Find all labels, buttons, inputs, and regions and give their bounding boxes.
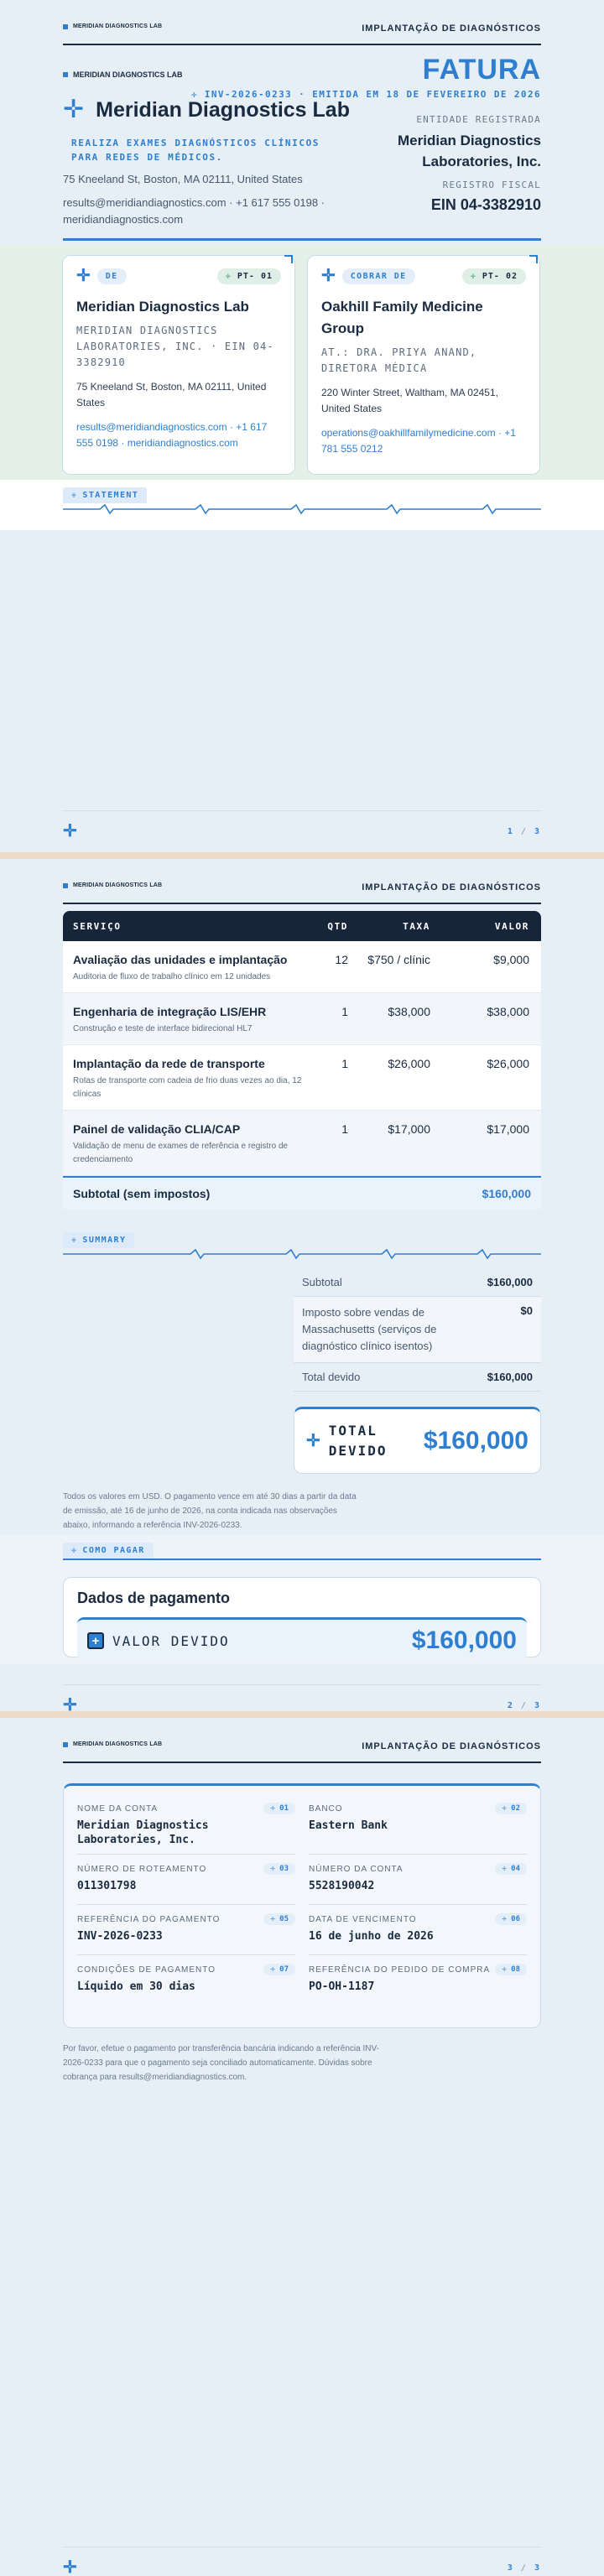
bank-field [309, 1955, 527, 2006]
field-value: PO-OH-1187 [309, 1980, 375, 1993]
square-bullet-icon [63, 72, 68, 77]
total-label: TOTAL DEVIDO [328, 1423, 388, 1459]
col-service: SERVIÇO [73, 920, 122, 932]
row-title: Painel de validação CLIA/CAP [73, 1122, 241, 1136]
running-title: IMPLANTAÇÃO DE DIAGNÓSTICOS [362, 1741, 541, 1751]
how-to-pay-marker [63, 1542, 541, 1560]
brand-small: MERIDIAN DIAGNOSTICS LAB [73, 70, 183, 79]
field-value: 011301798 [77, 1880, 137, 1892]
party-tag-text: PT- 02 [482, 271, 518, 281]
page-total: 3 [534, 2563, 541, 2573]
page-number [508, 2563, 541, 2573]
field-value: Líquido em 30 dias [77, 1980, 195, 1993]
plus-icon: ✛ [63, 2558, 77, 2576]
running-header [63, 1741, 541, 1763]
row-title: Implantação da rede de transporte [73, 1057, 265, 1070]
row-value: $26,000 [487, 1057, 529, 1070]
bank-field [309, 1905, 527, 1955]
page-number [508, 827, 541, 836]
summary-total-row [294, 1363, 541, 1392]
summary-subtotal-label: Subtotal [302, 1276, 342, 1288]
page-1 [0, 0, 604, 852]
page-sep: / [520, 2563, 528, 2573]
page-footer [63, 2547, 541, 2576]
row-rate: $38,000 [388, 1005, 430, 1018]
page-3 [0, 1718, 604, 2576]
company-tagline: REALIZA EXAMES DIAGNÓSTICOS CLÍNICOS PARA REDES DE MÉDICOS. [71, 138, 320, 163]
field-value: 16 de junho de 2026 [309, 1930, 434, 1943]
table-subtotal-row [63, 1176, 541, 1210]
table-row [63, 1045, 541, 1111]
summary-total-value: $160,000 [487, 1371, 533, 1383]
plus-icon: ✛ [71, 491, 78, 500]
summary-tag-text: SUMMARY [82, 1236, 127, 1245]
field-index: ✛ 07 [263, 1964, 295, 1975]
to-pill: COBRAR DE [342, 268, 415, 284]
entity-label: ENTIDADE REGISTRADA [416, 114, 541, 125]
field-label: NÚMERO DE ROTEAMENTO [77, 1864, 207, 1874]
page-2 [0, 859, 604, 1711]
running-brand-text: MERIDIAN DIAGNOSTICS LAB [73, 1741, 163, 1747]
summary-tag [63, 1232, 134, 1248]
row-title: Engenharia de integração LIS/EHR [73, 1005, 267, 1018]
row-rate: $750 / clínic [367, 953, 430, 966]
field-index: ✛ 08 [495, 1964, 527, 1975]
entity-name: Meridian Diagnostics Laboratories, Inc. [398, 133, 541, 169]
field-label: NOME DA CONTA [77, 1803, 159, 1814]
summary-total-label: Total devido [302, 1371, 361, 1383]
row-title: Avaliação das unidades e implantação [73, 953, 288, 966]
row-value: $38,000 [487, 1005, 529, 1018]
to-card [307, 255, 540, 475]
field-index: ✛ 03 [263, 1863, 295, 1875]
plus-box-icon: + [87, 1632, 104, 1649]
col-rate: TAXA [403, 920, 430, 932]
field-index: ✛ 04 [495, 1863, 527, 1875]
row-qty: 1 [341, 1057, 348, 1070]
wire-transfer-note: Por favor, efetue o pagamento por transferência bancária indicando a referência INV-2026-0233 para que o pagamento seja conciliado automaticamente. Dúvidas sobre cobrança para results@meridiandiagnostics.com. [63, 2044, 379, 2082]
amount-due-panel [77, 1617, 527, 1662]
amount-due-value: $160,000 [411, 1626, 517, 1654]
bank-details-card [63, 1783, 541, 2028]
running-title: IMPLANTAÇÃO DE DIAGNÓSTICOS [362, 23, 541, 34]
field-value: INV-2026-0233 [77, 1930, 163, 1943]
summary-tax-row [294, 1297, 541, 1363]
plus-icon: ✛ [63, 96, 85, 123]
amount-due-label: VALOR DEVIDO [112, 1632, 230, 1649]
company-contact: results@meridiandiagnostics.com · +1 617 555 0198 · meridiandiagnostics.com [63, 196, 325, 226]
summary-tax-label: Imposto sobre vendas de Massachusetts (serviços de diagnóstico clínico isentos) [302, 1306, 437, 1352]
table-row [63, 1111, 541, 1176]
section-rule [63, 1559, 541, 1560]
parties-band [0, 245, 604, 480]
row-desc: Construção e teste de interface bidirecional HL7 [73, 1024, 253, 1033]
page-number [508, 1701, 541, 1710]
running-brand-text: MERIDIAN DIAGNOSTICS LAB [73, 882, 163, 888]
summary-subtotal-row [294, 1268, 541, 1297]
services-table [63, 911, 541, 1210]
plus-icon: ✛ [63, 822, 77, 840]
ein: EIN 04-3382910 [430, 196, 541, 213]
col-value: VALOR [494, 920, 529, 932]
field-label: REFERÊNCIA DO PAGAMENTO [77, 1914, 221, 1924]
row-qty: 1 [341, 1005, 348, 1018]
running-brand [63, 23, 162, 29]
squiggle-divider [63, 503, 541, 515]
field-label: NÚMERO DA CONTA [309, 1864, 404, 1874]
page-footer [63, 1684, 541, 1711]
from-contact[interactable]: results@meridiandiagnostics.com · +1 617 555 0198 · meridiandiagnostics.com [76, 421, 268, 449]
field-value: Eastern Bank [309, 1819, 388, 1832]
card-corner-mark [284, 255, 293, 263]
table-row [63, 941, 541, 993]
payment-title: Dados de pagamento [77, 1590, 231, 1606]
plus-icon: ✛ [306, 1432, 320, 1450]
plus-icon: ✛ [76, 267, 91, 285]
running-header [63, 882, 541, 904]
row-rate: $17,000 [388, 1122, 430, 1136]
square-bullet-icon [63, 883, 68, 888]
bank-field [309, 1794, 527, 1855]
plus-icon: ✛ [63, 1696, 77, 1711]
fiscal-label: REGISTRO FISCAL [442, 180, 541, 190]
row-rate: $26,000 [388, 1057, 430, 1070]
plus-icon: ✛ [321, 267, 336, 285]
bank-field [309, 1855, 527, 1905]
bank-field [77, 1855, 295, 1905]
page-sep: / [520, 1700, 528, 1710]
total-amount: $160,000 [423, 1427, 528, 1455]
field-index: ✛ 02 [495, 1803, 527, 1814]
page-current: 3 [507, 2563, 514, 2573]
total-due-box [294, 1407, 541, 1474]
from-legal: MERIDIAN DIAGNOSTICS LABORATORIES, INC. · EIN 04-3382910 [76, 325, 274, 368]
how-to-pay-tag-text: COMO PAGAR [82, 1546, 145, 1555]
party-tag: ✛ PT- 01 [217, 268, 281, 284]
company-name: Meridian Diagnostics Lab [96, 97, 350, 122]
col-qty: QTD [327, 920, 348, 932]
summary-section-marker [63, 1231, 541, 1260]
invoice-title: FATURA [422, 54, 541, 86]
square-bullet-icon [63, 1742, 68, 1747]
to-attention: AT.: DRA. PRIYA ANAND, DIRETORA MÉDICA [321, 346, 477, 374]
page-separator [0, 852, 604, 859]
bank-field [77, 1905, 295, 1955]
brand-line [63, 70, 183, 79]
table-row [63, 993, 541, 1045]
header-rule [63, 238, 541, 241]
field-index: ✛ 01 [263, 1803, 295, 1814]
statement-tag [63, 487, 147, 503]
summary-block [294, 1268, 541, 1474]
party-tag: ✛ PT- 02 [462, 268, 526, 284]
page-separator [0, 1711, 604, 1718]
row-desc: Auditoria de fluxo de trabalho clínico em 12 unidades [73, 972, 271, 981]
field-index: ✛ 05 [263, 1913, 295, 1925]
running-brand [63, 882, 162, 888]
running-brand [63, 1741, 162, 1747]
field-value: 5528190042 [309, 1880, 375, 1892]
from-address: 75 Kneeland St, Boston, MA 02111, United States [76, 381, 267, 409]
plus-icon: ✛ [71, 1236, 78, 1245]
subtotal-value: $160,000 [482, 1187, 531, 1200]
card-corner-mark [529, 255, 538, 263]
field-label: BANCO [309, 1803, 343, 1814]
running-header [63, 23, 541, 45]
row-desc: Rotas de transporte com cadeia de frio duas vezes ao dia, 12 clínicas [73, 1076, 302, 1099]
from-pill: DE [97, 268, 127, 284]
page-footer [63, 810, 541, 840]
field-label: REFERÊNCIA DO PEDIDO DE COMPRA [309, 1965, 491, 1975]
bank-field [77, 1955, 295, 2006]
row-value: $17,000 [487, 1122, 529, 1136]
to-address: 220 Winter Street, Waltham, MA 02451, United States [321, 387, 498, 414]
party-tag-text: PT- 01 [237, 271, 273, 281]
statement-section-marker [63, 487, 541, 515]
from-card [62, 255, 295, 475]
to-name: Oakhill Family Medicine Group [321, 299, 483, 336]
invoice-meta: ✛ INV-2026-0233 · EMITIDA EM 18 DE FEVEREIRO DE 2026 [190, 89, 541, 100]
plus-icon: ✛ [71, 1546, 78, 1555]
company-heading [63, 97, 350, 122]
running-brand-text: MERIDIAN DIAGNOSTICS LAB [73, 23, 163, 29]
square-bullet-icon [63, 24, 68, 29]
field-label: CONDIÇÕES DE PAGAMENTO [77, 1965, 216, 1975]
running-title: IMPLANTAÇÃO DE DIAGNÓSTICOS [362, 882, 541, 892]
row-value: $9,000 [493, 953, 529, 966]
how-to-pay-tag [63, 1543, 154, 1559]
row-desc: Validação de menu de exames de referência e registro de credenciamento [73, 1142, 289, 1164]
payment-terms-note: Todos os valores em USD. O pagamento vence em até 30 dias a partir da data de emissão, até 16 de junho de 2026, na conta indicada nas observações abaixo, informando a referência INV-2026-0233. [63, 1492, 357, 1530]
squiggle-divider [63, 1248, 541, 1260]
bank-field [77, 1794, 295, 1855]
page-current: 2 [507, 1700, 514, 1710]
row-qty: 1 [341, 1122, 348, 1136]
summary-tax-value: $0 [520, 1304, 533, 1317]
field-label: DATA DE VENCIMENTO [309, 1914, 417, 1924]
from-name: Meridian Diagnostics Lab [76, 299, 249, 315]
payment-band [0, 1535, 604, 1664]
field-value: Meridian Diagnostics Laboratories, Inc. [77, 1819, 209, 1846]
page-total: 3 [534, 1700, 541, 1710]
subtotal-label: Subtotal (sem impostos) [73, 1187, 211, 1200]
statement-tag-text: STATEMENT [82, 491, 139, 500]
to-contact[interactable]: operations@oakhillfamilymedicine.com · +1 781 555 0212 [321, 427, 516, 455]
field-index: ✛ 06 [495, 1913, 527, 1925]
company-address: 75 Kneeland St, Boston, MA 02111, United States [63, 173, 303, 185]
row-qty: 12 [335, 953, 348, 966]
summary-subtotal-value: $160,000 [487, 1276, 533, 1288]
table-header [63, 911, 541, 941]
page-current: 1 [507, 826, 514, 836]
payment-card [63, 1577, 541, 1657]
page-sep: / [520, 826, 528, 836]
page-total: 3 [534, 826, 541, 836]
